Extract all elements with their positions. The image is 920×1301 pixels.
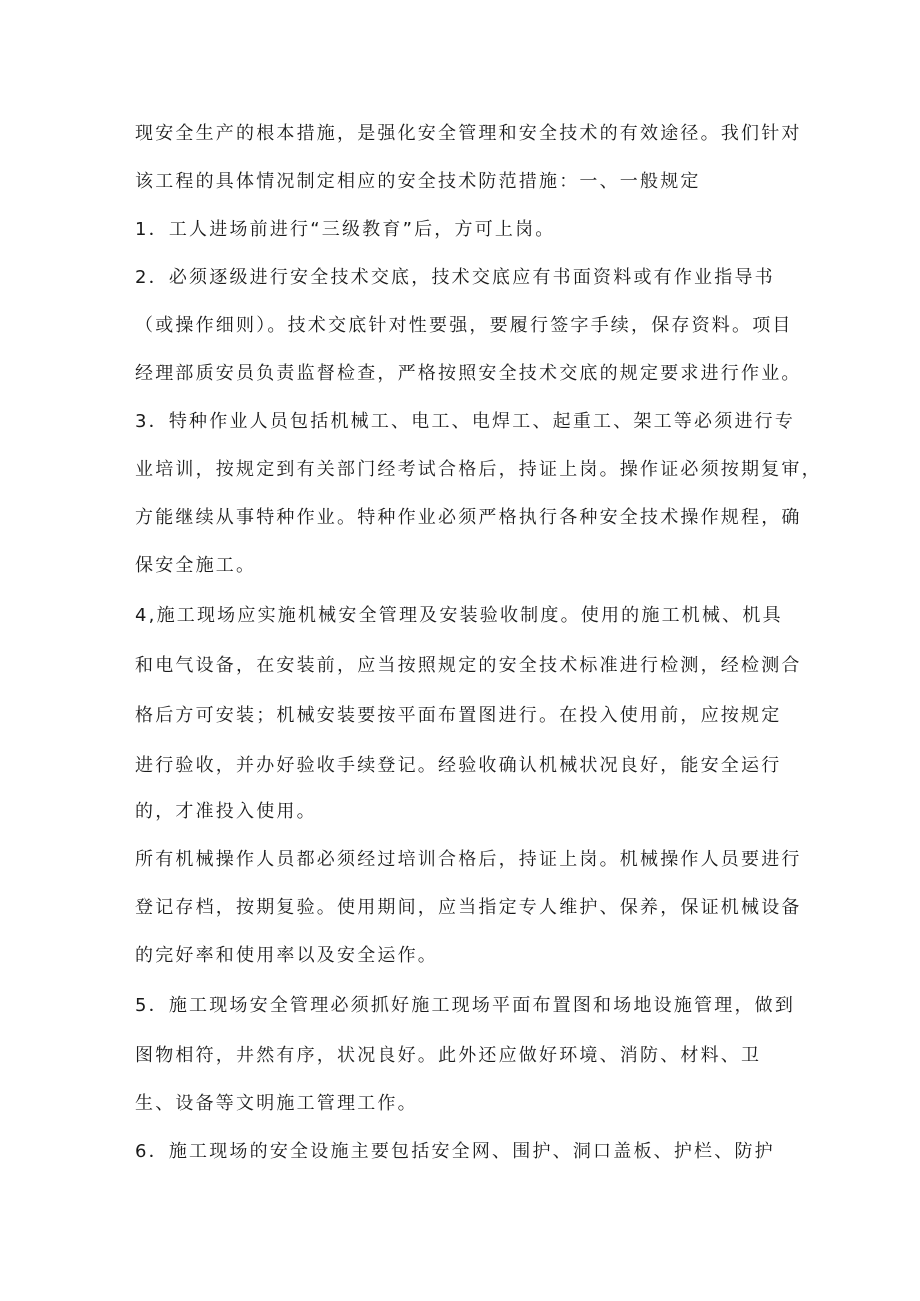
text-line-1: 现安全生产的根本措施，是强化安全管理和安全技术的有效途径。我们针对 [135, 123, 802, 144]
text-line-20: 图物相符，井然有序，状况良好。此外还应做好环境、消防、材料、卫 [135, 1045, 762, 1066]
text-line-13: 格后方可安装；机械安装要按平面布置图进行。在投入使用前，应按规定 [135, 705, 782, 726]
text-line-12: 和电气设备，在安装前，应当按照规定的安全技术标准进行检测，经检测合 [135, 655, 802, 676]
text-line-21: 生、设备等文明施工管理工作。 [135, 1093, 418, 1114]
text-line-8: 业培训，按规定到有关部门经考试合格后，持证上岗。操作证必须按期复审， [135, 459, 822, 480]
text-line-6: 经理部质安员负责监督检查，严格按照安全技术交底的规定要求进行作业。 [135, 363, 802, 384]
text-line-7: 3．特种作业人员包括机械工、电工、电焊工、起重工、架工等必须进行专 [135, 411, 796, 432]
text-line-18: 的完好率和使用率以及安全运作。 [135, 945, 438, 966]
text-line-9: 方能继续从事特种作业。特种作业必须严格执行各种安全技术操作规程，确 [135, 507, 802, 528]
text-line-19: 5．施工现场安全管理必须抓好施工现场平面布置图和场地设施管理，做到 [135, 995, 796, 1016]
text-line-15: 的，才准投入使用。 [135, 801, 317, 822]
text-line-4: 2．必须逐级进行安全技术交底，技术交底应有书面资料或有作业指导书 [135, 267, 775, 288]
text-line-2: 该工程的具体情况制定相应的安全技术防范措施：一、一般规定 [135, 171, 701, 192]
text-line-3: 1．工人进场前进行“三级教育”后，方可上岗。 [135, 219, 556, 240]
text-line-16: 所有机械操作人员都必须经过培训合格后，持证上岗。机械操作人员要进行 [135, 849, 802, 870]
text-line-17: 登记存档，按期复验。使用期间，应当指定专人维护、保养，保证机械设备 [135, 897, 802, 918]
text-line-22: 6．施工现场的安全设施主要包括安全网、围护、洞口盖板、护栏、防护 [135, 1141, 775, 1162]
text-line-5: （或操作细则）。技术交底针对性要强，要履行签字手续，保存资料。项目 [135, 315, 793, 336]
text-line-11: 4,施工现场应实施机械安全管理及安装验收制度。使用的施工机械、机具 [135, 605, 783, 626]
text-line-14: 进行验收，并办好验收手续登记。经验收确认机械状况良好，能安全运行 [135, 755, 782, 776]
text-line-10: 保安全施工。 [135, 555, 257, 576]
